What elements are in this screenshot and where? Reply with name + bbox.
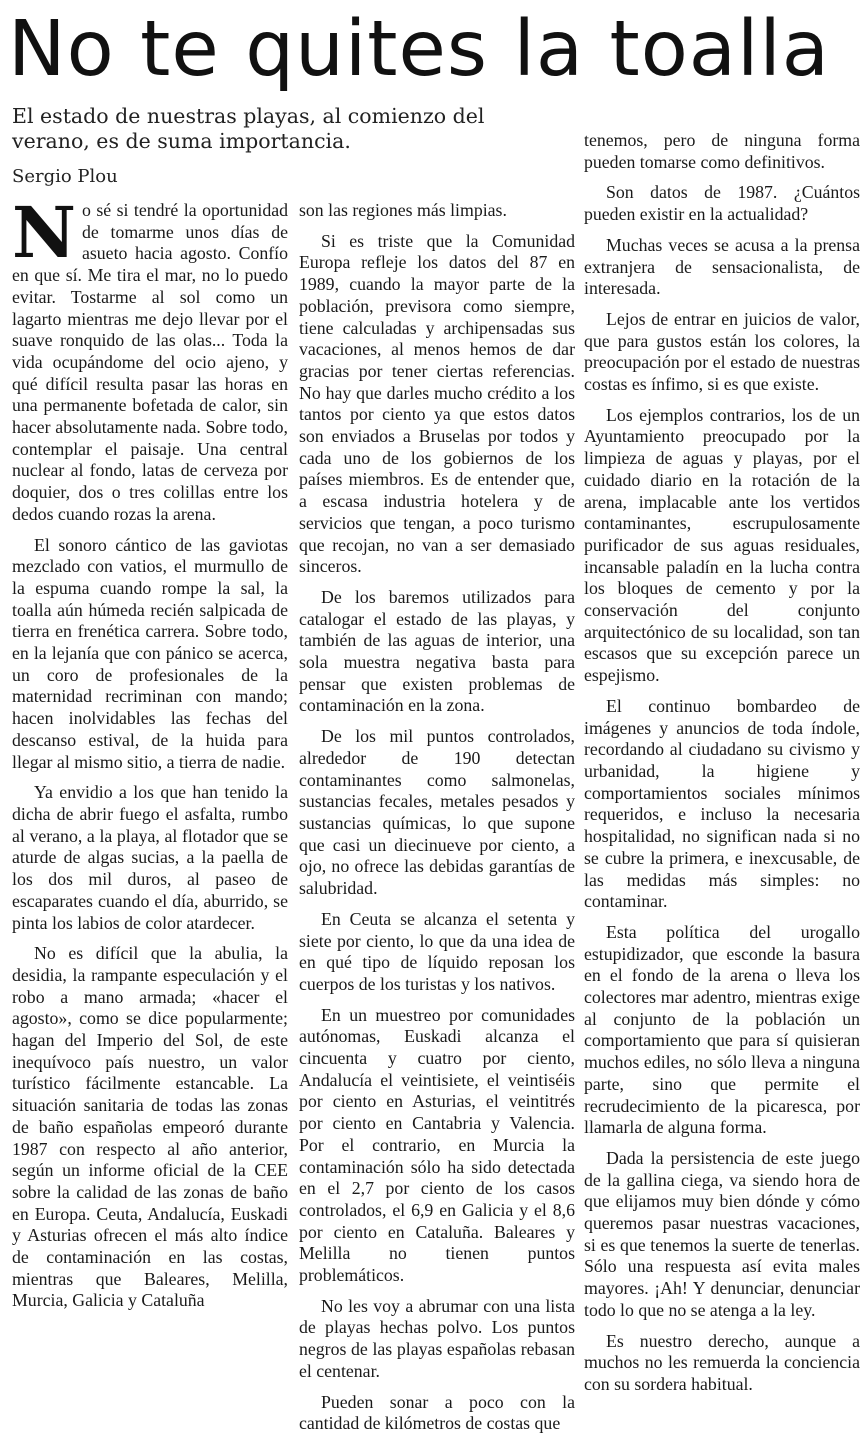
author-byline: Sergio Plou	[12, 166, 118, 187]
paragraph-text: o sé si tendré la oportunidad de tomarme unos días de asueto hacia agosto. Confío en que sí. Me tira el mar, no lo puedo evitar. Tostarme al sol como un lagarto mientras me dejo llevar por el suave ronquido de las olas... Toda la vida ocupándome del ocio ajeno, y qué difícil resulta pasar las horas en una permanente bofetada de calor, sin hacer absolutamente nada. Sobre todo, contemplar el paisaje. Una central nuclear al fondo, latas de cerveza por doquier, dos o tres colillas entre los dedos cuando rozas la arena.	[12, 200, 288, 524]
paragraph: Lejos de entrar en juicios de valor, que para gustos están los colores, la preocupación por el estado de nuestras costas es ínfimo, si es que existe.	[584, 308, 860, 395]
paragraph: son las regiones más limpias.	[299, 200, 507, 220]
paragraph: En un muestreo por comunidades autónomas, Euskadi alcanza el cincuenta y cuatro por ciento, Andalucía el veintisiete, el veintiséis por ciento en Asturias, el veintitrés por ciento en Cantabria y Valencia. Por el contrario, en Murcia la contaminación sólo ha sido detectada en el 2,7 por ciento de los casos controlados, el 6,9 en Galicia y el 8,6 por ciento en Cataluña. Baleares y Melilla no tienen puntos problemáticos.	[299, 1004, 575, 1286]
text-column-1	[12, 191, 288, 1318]
paragraph: No es difícil que la abulia, la desidia, la rampante especulación y el robo a mano armada; «hacer el agosto», como se dice popularmente; hagan del Imperio del Sol, de este inequívoco país nuestro, un valor turístico fácilmente estancable. La situación sanitaria de todas las zonas de baño españolas empeoró durante 1987 con respecto al año anterior, según un informe oficial de la CEE sobre la calidad de las zonas de baño en Europa. Ceuta, Andalucía, Euskadi y Asturias ofrecen el más alto índice de contaminación en las costas, mientras que Baleares, Melilla, Murcia, Galicia y Cataluña	[12, 943, 288, 1311]
paragraph: De los mil puntos controlados, alrededor de 190 detectan contaminantes como salmonelas, sustancias fecales, metales pesados y sustancias químicas, lo que supone que casi un diecinueve por ciento, a ojo, no ofrece las debidas garantías de salubridad.	[299, 726, 575, 899]
headline: No te quites la toalla	[8, 5, 830, 94]
paragraph: Es nuestro derecho, aunque a muchos no les remuerda la conciencia con su sordera habitual.	[584, 1330, 860, 1394]
paragraph: Los ejemplos contrarios, los de un Ayuntamiento preocupado por la limpieza de aguas y playas, por el cuidado diario en la rotación de la arena, implacable ante los vertidos contaminantes, escrupulosamente purificador de sus aguas residuales, incansable paladín en la lucha contra los bloques de cemento y por la conservación del conjunto arquitectónico de su localidad, son tan escasos que su excepción parece un espejismo.	[584, 404, 860, 686]
paragraph: Dada la persistencia de este juego de la gallina ciega, va siendo hora de que elijamos muy bien dónde y cómo queremos pasar nuestras vacaciones, si es que tenemos la suerte de tenerlas. Sólo una respuesta así evita males mayores. ¡Ah! Y denunciar, denunciar todo lo que no se atenga a la ley.	[584, 1147, 860, 1320]
paragraph: Si es triste que la Comunidad Europa refleje los datos del 87 en 1989, cuando la mayor parte de la población, previsora como siempre, tiene calculadas y archipensadas sus vacaciones, al menos hemos de dar gracias por tener ciertas referencias. No hay que darles mucho crédito a los tantos por ciento ya que estos datos son enviados a Bruselas por todos y cada uno de los gobiernos de los países miembros. Es de entender que, a escasa industria hotelera y de servicios que tengan, a poco turismo que recojan, no van a ser demasiado sinceros.	[299, 230, 575, 577]
paragraph: Muchas veces se acusa a la prensa extranjera de sensacionalista, de interesada.	[584, 234, 860, 299]
paragraph: Pueden sonar a poco con la cantidad de kilómetros de costas que	[299, 1391, 575, 1434]
subtitle: El estado de nuestras playas, al comienzo del verano, es de suma importancia.	[12, 104, 485, 153]
paragraph: En Ceuta se alcanza el setenta y siete por ciento, lo que da una idea de en qué tipo de líquido reposan los cuerpos de los turistas y los nativos.	[299, 908, 575, 994]
paragraph: tenemos, pero de ninguna forma pueden tomarse como definitivos.	[584, 130, 860, 172]
paragraph	[12, 191, 288, 526]
paragraph: De los baremos utilizados para catalogar el estado de las playas, y también de las aguas de interior, una sola muestra negativa basta para pensar que existen problemas de contaminación en la zona.	[299, 586, 575, 716]
text-column-3	[584, 130, 860, 1394]
drop-cap: N	[12, 191, 76, 274]
paragraph: No les voy a abrumar con una lista de playas hechas polvo. Los puntos negros de las playas españolas rebasan el centenar.	[299, 1295, 575, 1381]
paragraph: El sonoro cántico de las gaviotas mezclado con vatios, el murmullo de la espuma cuando rompe la sal, la toalla aún húmeda recién salpicada de tierra en frenética carrera. Sobre todo, en la lejanía que con pánico se acerca, un coro de profesionales de la maternidad recriminan con mando; hacen inolvidables las fechas del descanso estival, de la huida para llegar al mismo sitio, a tierra de nadie.	[12, 534, 288, 772]
paragraph: Esta política del urogallo estupidizador, que esconde la basura en el fondo de la arena o lleva los colectores mar adentro, mientras exige al conjunto de la población un comportamiento que para sí quisieran muchos ediles, no sólo lleva a ninguna parte, sino que permite el recrudecimiento de la picaresca, por llamarla de alguna forma.	[584, 921, 860, 1138]
paragraph: Son datos de 1987. ¿Cuántos pueden existir en la actualidad?	[584, 182, 860, 225]
text-column-2	[299, 200, 575, 1434]
paragraph: Ya envidio a los que han tenido la dicha de abrir fuego el asfalta, rumbo al verano, a la playa, al flotador que se aturde de algas sucias, a la paella de los dos mil duros, al paseo de escaparates cuando el día, aburrido, se pinta los labios de color atardecer.	[12, 782, 288, 933]
paragraph: El continuo bombardeo de imágenes y anuncios de toda índole, recordando al ciudadano su civismo y urbanidad, la higiene y comportamientos sociales mínimos requeridos, e incluso la necesaria hospitalidad, no significan nada si no se cubre la primera, e inexcusable, de las medidas más simples: no contaminar.	[584, 695, 860, 912]
